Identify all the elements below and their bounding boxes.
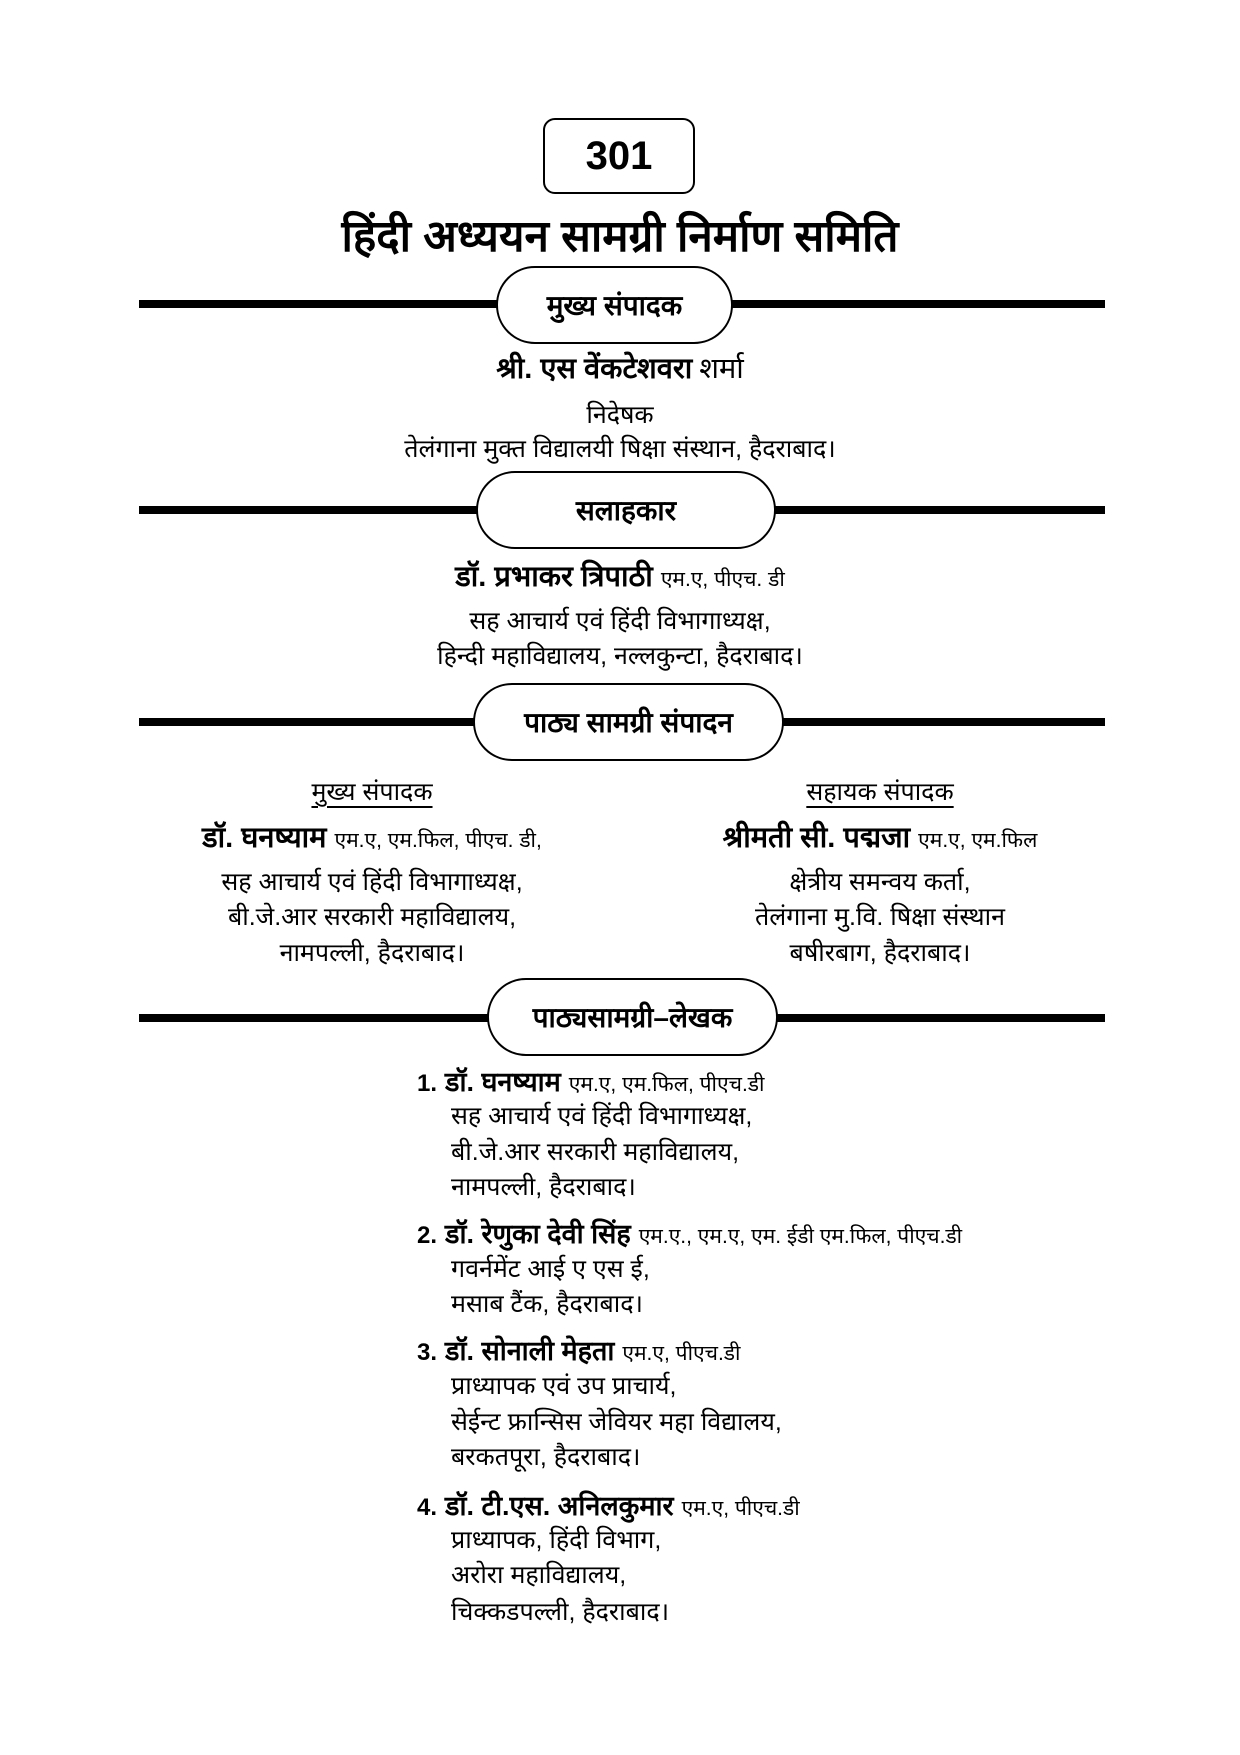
writer-number: 3.	[417, 1339, 438, 1366]
writer-qualification: एम.ए, एम.फिल, पीएच.डी	[568, 1073, 765, 1096]
chief-editor-surname: शर्मा	[699, 353, 744, 385]
writer-name: डॉ. रेणुका देवी सिंह	[445, 1219, 631, 1249]
chief-editor-name: श्री. एस वेंकटेशवरा	[496, 353, 693, 385]
advisor-detail-line: हिन्दी महाविद्यालय, नल्लकुन्टा, हैदराबाद।	[437, 642, 803, 670]
writer-item-3	[417, 1333, 740, 1372]
advisor-qualification: एम.ए, पीएच. डी	[660, 568, 785, 591]
editor-qualification: एम.ए, एम.फिल, पीएच. डी,	[334, 829, 542, 852]
editor-detail-line: क्षेत्रीय समन्वय कर्ता,	[789, 868, 971, 896]
editor-role: सहायक संपादक	[806, 778, 954, 806]
writer-detail-line: गवर्नमेंट आई ए एस ई,	[451, 1255, 650, 1283]
writer-detail-line: नामपल्ली, हैदराबाद।	[451, 1173, 636, 1201]
writer-detail-line: मसाब टैंक, हैदराबाद।	[451, 1290, 643, 1318]
section-heading-label: मुख्य संपादक	[546, 290, 683, 321]
writer-detail-line: प्राध्यापक एवं उप प्राचार्य,	[451, 1372, 677, 1400]
advisor-name: डॉ. प्रभाकर त्रिपाठी	[455, 561, 653, 593]
editor-detail-line: नामपल्ली, हैदराबाद।	[279, 939, 465, 967]
section-heading-advisor	[476, 471, 776, 549]
writer-detail-line: अरोरा महाविद्यालय,	[451, 1561, 627, 1589]
writer-detail-line: बी.जे.आर सरकारी महाविद्यालय,	[451, 1138, 740, 1166]
writer-number: 1.	[417, 1070, 438, 1097]
writer-number: 4.	[417, 1494, 438, 1521]
section-heading-label: पाठ्य सामग्री संपादन	[524, 707, 733, 738]
writer-name: डॉ. घनष्याम	[445, 1067, 561, 1097]
chief-editor-name-line	[0, 349, 1240, 390]
writer-detail-line: प्राध्यापक, हिंदी विभाग,	[451, 1526, 662, 1554]
editor-name-line	[640, 818, 1120, 861]
editor-qualification: एम.ए, एम.फिल	[918, 829, 1038, 852]
editor-detail-line: बषीरबाग, हैदराबाद।	[789, 939, 971, 967]
writer-number: 2.	[417, 1222, 438, 1249]
editor-detail-line: सह आचार्य एवं हिंदी विभागाध्यक्ष,	[221, 868, 523, 896]
chief-editor-institution: तेलंगाना मुक्त विद्यालयी षिक्षा संस्थान, हैदराबाद।	[404, 435, 836, 463]
advisor-name-line	[0, 557, 1240, 600]
editor-name: डॉ. घनष्याम	[202, 822, 327, 854]
section-heading-writers	[487, 978, 778, 1056]
editor-name-line	[132, 818, 612, 861]
writer-detail-line: सेईन्ट फ्रान्सिस जेवियर महा विद्यालय,	[451, 1408, 782, 1436]
writer-detail-line: सह आचार्य एवं हिंदी विभागाध्यक्ष,	[451, 1102, 753, 1130]
editor-detail-line: बी.जे.आर सरकारी महाविद्यालय,	[227, 903, 517, 931]
writer-name: डॉ. टी.एस. अनिलकुमार	[445, 1491, 674, 1521]
chief-editor-designation: निदेषक	[586, 401, 654, 429]
writer-detail-line: बरकतपूरा, हैदराबाद।	[451, 1443, 641, 1471]
section-heading-chief-editor	[496, 266, 733, 344]
writer-qualification: एम.ए., एम.ए, एम. ईडी एम.फिल, पीएच.डी	[638, 1225, 963, 1248]
writer-qualification: एम.ए, पीएच.डी	[681, 1497, 800, 1520]
writer-name: डॉ. सोनाली मेहता	[445, 1336, 615, 1366]
writer-item-2	[417, 1216, 962, 1255]
editor-detail-line: तेलंगाना मु.वि. षिक्षा संस्थान	[755, 903, 1005, 931]
section-heading-label: सलाहकार	[575, 495, 677, 526]
writer-detail-line: चिक्कडपल्ली, हैदराबाद।	[451, 1598, 670, 1626]
writer-qualification: एम.ए, पीएच.डी	[622, 1342, 741, 1365]
advisor-detail-line: सह आचार्य एवं हिंदी विभागाध्यक्ष,	[469, 607, 771, 635]
page-number-box	[543, 118, 695, 194]
editor-name: श्रीमती सी. पद्मजा	[722, 822, 911, 854]
section-heading-label: पाठ्यसामग्री–लेखक	[532, 1002, 733, 1033]
section-heading-editing	[473, 683, 784, 761]
page-number: 301	[585, 133, 653, 178]
committee-title: हिंदी अध्ययन सामग्री निर्माण समिति	[341, 212, 899, 261]
editor-role: मुख्य संपादक	[311, 778, 433, 806]
